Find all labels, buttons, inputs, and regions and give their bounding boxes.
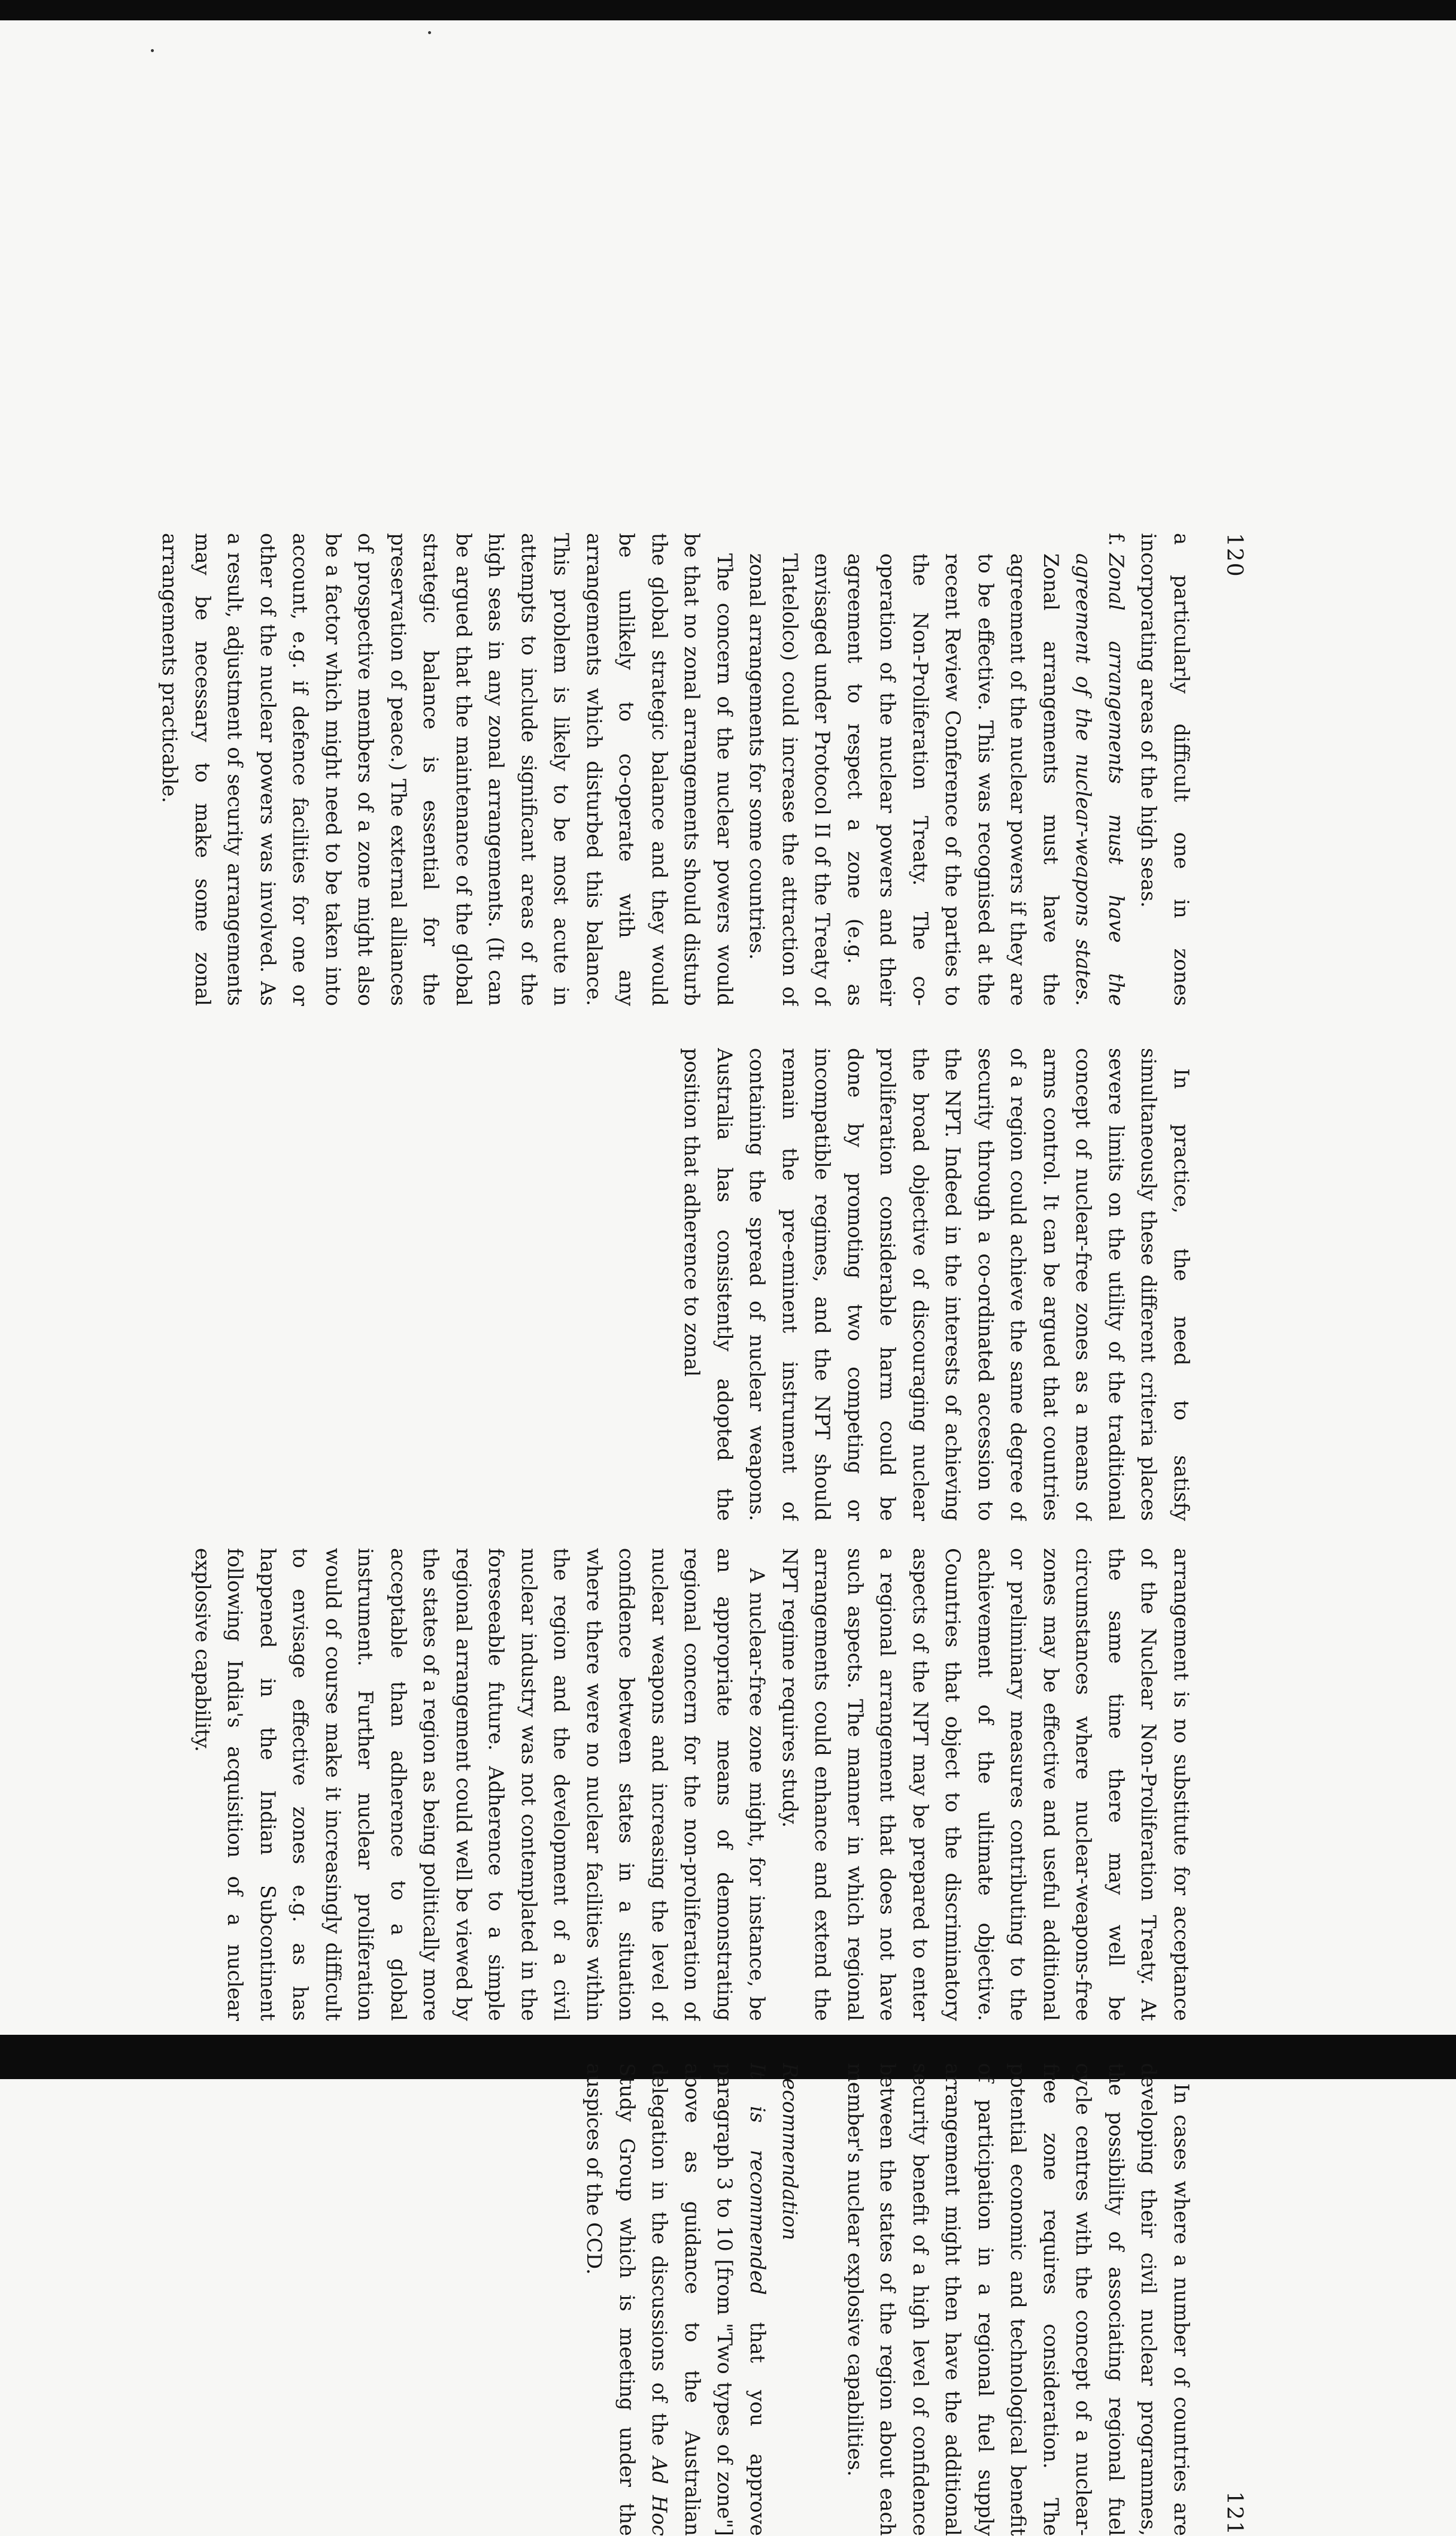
list-item-f xyxy=(741,533,1132,1006)
section-spacer xyxy=(806,2063,839,2536)
left-column xyxy=(141,1548,1197,2021)
paragraph-nuclear-free-zone: A nuclear-free zone might, for instance, be an appropriate means of demonstrating regional concern for the non-proliferation of nuclear weapons and increasing the level of confidence between states in a situation where there were no nuclear facilities within the region and the development of a civil nuclear industry was not contemplated in the foreseeable future. Adherence to a simple regional arrangement could well be viewed by the states of a region as being politically more acceptable than adherence to a global instrument. Further nuclear proliferation would of course make it increasingly difficult to envisage effective zones e.g. as has happened in the Indian Subcontinent following India's acquisition of a nuclear explosive capability. xyxy=(191,1548,769,2021)
scan-speck xyxy=(428,31,431,34)
paragraph-in-practice: In practice, the need to satisfy simultaneously these different criteria places severe limits on the utility of the traditional concept of nuclear-free zones as a means of arms control. It can be argued that countries of a region could achieve the same degree of security through a co-ordinated accession to the NPT. Indeed in the interests of achieving the broad objective of discouraging nuclear proliferation considerable harm could be done by promoting two competing or incompatible regimes, and the NPT should remain the pre-eminent instrument of containing the spread of nuclear weapons. Australia has consistently adopted the position that adherence to zonal xyxy=(680,1048,1193,1521)
list-item-text: Zonal arrangements must have the agreement of the nuclear powers if they are to be effective. This was recognised at the recent Review Conference of the parties to the Non-Proliferation Treaty. The co-operation of the nuclear powers and their agreement to respect a zone (e.g. as envisaged under Protocol II of the Treaty of Tlatelolco) could increase the attraction of zonal arrangements for some countries. xyxy=(745,553,1063,1006)
page-number: 120 xyxy=(1222,533,1246,578)
list-marker: f. xyxy=(1105,533,1128,546)
page-columns xyxy=(141,533,1197,1521)
list-item-heading: Zonal arrangements must have the agreement of the nuclear-weapons states. xyxy=(1072,553,1128,1006)
paragraph-in-cases: In cases where a number of countries are developing their civil nuclear programmes, the possibility of associating regional fuel cycle centres with the concept of a nuclear-free zone requires consideration. The potential economic and technological benefit of participation in a regional fuel supply arrangement might then have the additional security benefit of a high level of confidence between the states of the region about each member's nuclear explosive capabilities. xyxy=(844,2063,1193,2536)
right-column xyxy=(141,1048,1197,1521)
page-columns xyxy=(141,1548,1197,2536)
right-column xyxy=(141,2063,1197,2536)
recommendation-heading: Recommendation xyxy=(778,2063,802,2241)
left-column xyxy=(141,533,1197,1006)
ad-hoc-term: Ad Hoc xyxy=(648,2456,672,2536)
recommendation-text-end: Study Group which is meeting under the auspices of the CCD. xyxy=(583,2063,639,2536)
recommendation-text: that you approve paragraph 3 to 10 [from "Two types of zone"] above as guidance to the Australian delegation in the discussions of the xyxy=(648,2063,769,2536)
right-page xyxy=(141,1548,1248,2536)
paragraph-a-continuation: a particularly difficult one in zones incorporating areas of the high seas. xyxy=(1137,533,1193,1006)
paragraph-nuclear-powers-concern: The concern of the nuclear powers would be that no zonal arrangements should disturb the global strategic balance and they would be unlikely to co-operate with any arrangements which disturbed this balance. This problem is likely to be most acute in attempts to include significant areas of the high seas in any zonal arrangements. (It can be argued that the maintenance of the global strategic balance is essential for the preservation of peace.) The external alliances of prospective members of a zone might also be a factor which might need to be taken into account, e.g. if defence facilities for one or other of the nuclear powers was involved. As a result, adjustment of security arrangements may be necessary to make some zonal arrangements practicable. xyxy=(158,533,736,1006)
recommendation-lead: It is recommended xyxy=(746,2063,769,2295)
left-page xyxy=(141,533,1248,1521)
scan-top-edge xyxy=(0,0,1456,20)
page-number: 121 xyxy=(1222,2491,1246,2536)
scan-speck xyxy=(151,49,154,52)
recommendation-paragraph xyxy=(578,2063,774,2536)
paragraph-arrangement: arrangement is no substitute for acceptance of the Nuclear Non-Proliferation Treaty. At the same time there may well be circumstances where nuclear-weapons-free zones may be effective and useful additional or preliminary measures contributing to the achievement of the ultimate objective. Countries that object to the discriminatory aspects of the NPT may be prepared to enter a regional arrangement that does not have such aspects. The manner in which regional arrangements could enhance and extend the NPT regime requires study. xyxy=(778,1548,1193,2021)
